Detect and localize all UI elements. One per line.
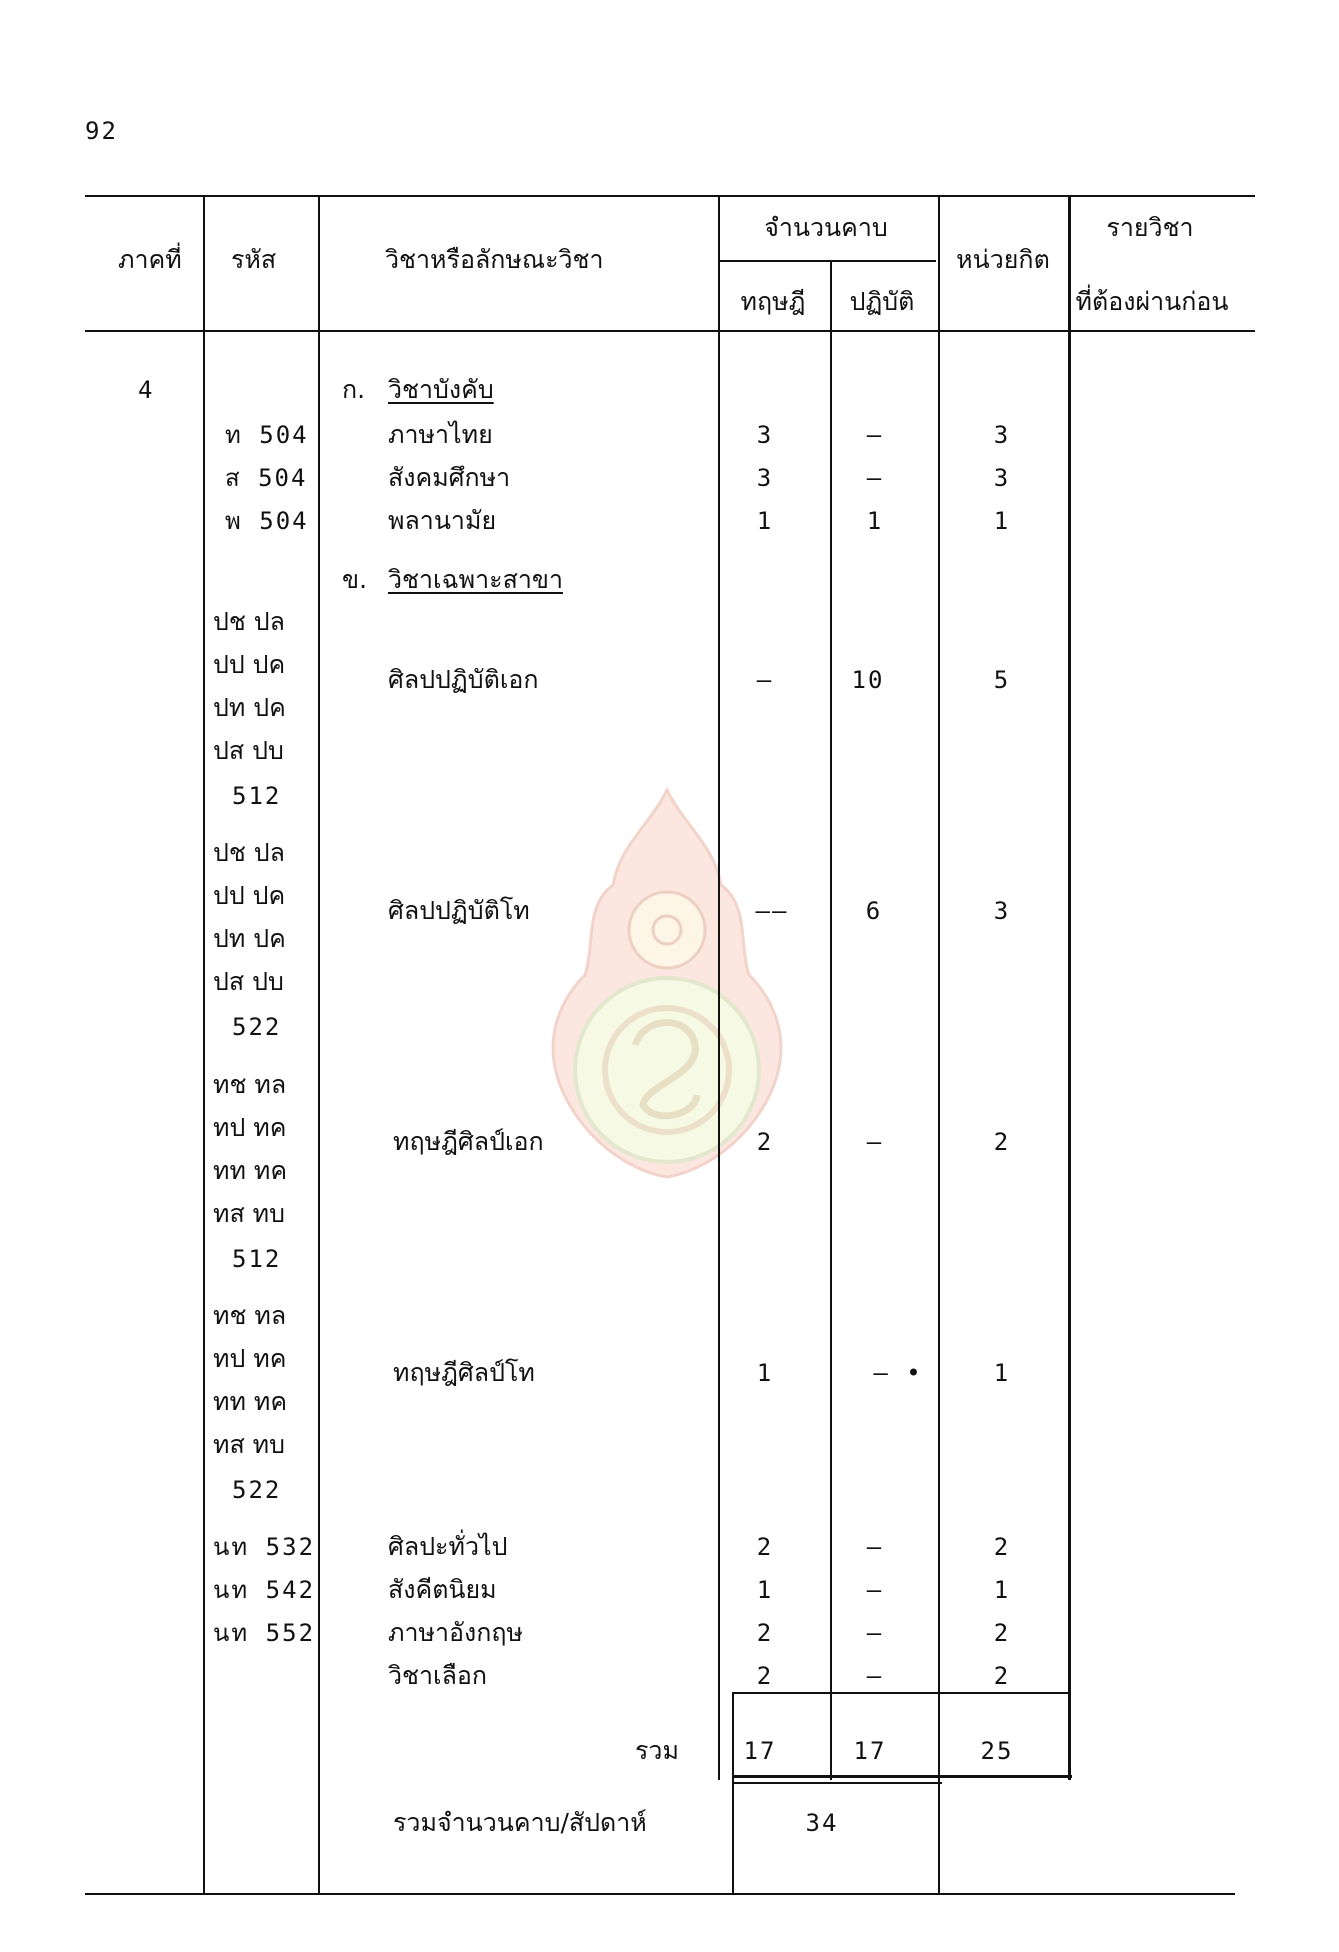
row-a1-practice: – bbox=[866, 421, 884, 449]
row-b3-subject: ภาษาอังกฤษ bbox=[388, 1618, 524, 1647]
row-a3-code: พ 504 bbox=[225, 507, 309, 535]
header-periods: จำนวนคาบ bbox=[764, 213, 888, 242]
section-a-title: วิชาบังคับ bbox=[388, 375, 494, 404]
weekly-total-value: 34 bbox=[805, 1809, 839, 1837]
row-a1-subject: ภาษาไทย bbox=[388, 420, 493, 449]
group4-code2: ทป ทค bbox=[213, 1344, 287, 1373]
col-rule-2 bbox=[318, 195, 320, 1895]
row-b1-code: นท 532 bbox=[213, 1533, 316, 1561]
row-b2-theory: 1 bbox=[756, 1576, 774, 1604]
group3-code2: ทป ทค bbox=[213, 1113, 287, 1142]
section-b-title: วิชาเฉพาะสาขา bbox=[388, 565, 563, 594]
weekly-top-rule bbox=[732, 1782, 942, 1784]
group2-code1: ปช ปล bbox=[213, 838, 285, 867]
total-label: รวม bbox=[635, 1736, 679, 1765]
group3-credits: 2 bbox=[993, 1128, 1011, 1156]
group2-credits: 3 bbox=[993, 897, 1011, 925]
row-a3-credits: 1 bbox=[993, 507, 1011, 535]
row-b4-subject: วิชาเลือก bbox=[388, 1661, 488, 1690]
group2-code4: ปส ปบ bbox=[213, 967, 284, 996]
section-a-prefix: ก. bbox=[342, 375, 366, 404]
group2-code2: ปป ปค bbox=[213, 881, 286, 910]
group3-practice: – bbox=[866, 1128, 884, 1156]
group4-practice: – • bbox=[873, 1359, 923, 1387]
header-code: รหัส bbox=[231, 245, 277, 274]
group4-number: 522 bbox=[232, 1476, 282, 1504]
row-a3-theory: 1 bbox=[756, 507, 774, 535]
group1-number: 512 bbox=[232, 782, 282, 810]
weekly-total-label: รวมจำนวนคาบ/สัปดาห์ bbox=[393, 1808, 647, 1837]
header-semester: ภาคที่ bbox=[118, 245, 182, 274]
row-b3-theory: 2 bbox=[756, 1619, 774, 1647]
row-b1-practice: – bbox=[866, 1533, 884, 1561]
section-b-prefix: ข. bbox=[342, 565, 368, 594]
header-credits: หน่วยกิต bbox=[956, 245, 1050, 274]
row-a1-code: ท 504 bbox=[225, 421, 309, 449]
row-a2-code: ส 504 bbox=[225, 464, 308, 492]
group2-number: 522 bbox=[232, 1013, 282, 1041]
header-theory: ทฤษฎี bbox=[740, 287, 806, 316]
group1-code3: ปท ปค bbox=[213, 693, 286, 722]
col-rule-5 bbox=[938, 195, 940, 1895]
header-bottom-rule bbox=[85, 330, 1255, 332]
group2-practice: 6 bbox=[865, 897, 883, 925]
row-b3-credits: 2 bbox=[993, 1619, 1011, 1647]
total-top-rule bbox=[732, 1692, 1070, 1694]
group2-code3: ปท ปค bbox=[213, 924, 286, 953]
row-b2-practice: – bbox=[866, 1576, 884, 1604]
group4-code1: ทช ทล bbox=[213, 1301, 287, 1330]
col-rule-3b bbox=[732, 1692, 734, 1895]
group4-theory: 1 bbox=[756, 1359, 774, 1387]
row-b2-subject: สังคีตนิยม bbox=[388, 1575, 497, 1604]
group1-practice: 10 bbox=[851, 666, 885, 694]
row-a1-theory: 3 bbox=[756, 421, 774, 449]
row-a3-practice: 1 bbox=[866, 507, 884, 535]
header-prereq-line1: รายวิชา bbox=[1106, 213, 1194, 242]
row-b4-theory: 2 bbox=[756, 1662, 774, 1690]
col-rule-6 bbox=[1068, 195, 1071, 1780]
col-rule-3 bbox=[718, 195, 720, 1780]
group1-code2: ปป ปค bbox=[213, 650, 286, 679]
group4-credits: 1 bbox=[993, 1359, 1011, 1387]
row-a2-subject: สังคมศึกษา bbox=[388, 463, 511, 492]
table-bottom-rule bbox=[85, 1893, 1235, 1895]
row-b2-code: นท 542 bbox=[213, 1576, 316, 1604]
group4-code4: ทส ทบ bbox=[213, 1430, 286, 1459]
group3-theory: 2 bbox=[756, 1128, 774, 1156]
group1-code4: ปส ปบ bbox=[213, 736, 284, 765]
row-a2-credits: 3 bbox=[993, 464, 1011, 492]
row-a1-credits: 3 bbox=[993, 421, 1011, 449]
row-b1-credits: 2 bbox=[993, 1533, 1011, 1561]
group4-subject: ทฤษฎีศิลป์โท bbox=[393, 1358, 535, 1387]
row-a2-theory: 3 bbox=[756, 464, 774, 492]
total-theory: 17 bbox=[743, 1737, 777, 1765]
page-number: 92 bbox=[85, 117, 118, 145]
group4-code3: ทท ทค bbox=[213, 1387, 288, 1416]
seal-watermark bbox=[525, 785, 810, 1180]
group3-subject: ทฤษฎีศิลป์เอก bbox=[393, 1127, 544, 1156]
row-a2-practice: – bbox=[866, 464, 884, 492]
table-top-rule bbox=[85, 195, 1255, 197]
group1-code1: ปช ปล bbox=[213, 607, 285, 636]
group1-theory: – bbox=[756, 666, 774, 694]
row-b4-practice: – bbox=[866, 1662, 884, 1690]
periods-divider-rule bbox=[718, 260, 936, 262]
group3-code1: ทช ทล bbox=[213, 1070, 287, 1099]
total-credits: 25 bbox=[980, 1737, 1014, 1765]
group1-subject: ศิลปปฏิบัติเอก bbox=[388, 665, 539, 694]
col-rule-4 bbox=[830, 260, 832, 1780]
row-b3-code: นท 552 bbox=[213, 1619, 316, 1647]
total-practice: 17 bbox=[853, 1737, 887, 1765]
header-prereq-line2: ที่ต้องผ่านก่อน bbox=[1075, 287, 1229, 316]
group3-code3: ทท ทค bbox=[213, 1156, 288, 1185]
row-b2-credits: 1 bbox=[993, 1576, 1011, 1604]
row-a3-subject: พลานามัย bbox=[388, 506, 497, 535]
row-b4-credits: 2 bbox=[993, 1662, 1011, 1690]
col-rule-1 bbox=[203, 195, 205, 1895]
row-b1-subject: ศิลปะทั่วไป bbox=[388, 1532, 508, 1561]
header-subject: วิชาหรือลักษณะวิชา bbox=[385, 245, 604, 274]
group3-code4: ทส ทบ bbox=[213, 1199, 286, 1228]
group3-number: 512 bbox=[232, 1245, 282, 1273]
header-practice: ปฏิบัติ bbox=[849, 287, 915, 316]
group2-theory: –– bbox=[755, 897, 789, 925]
row-b3-practice: – bbox=[866, 1619, 884, 1647]
semester-value: 4 bbox=[138, 376, 155, 404]
group2-subject: ศิลปปฏิบัติโท bbox=[388, 896, 530, 925]
row-b1-theory: 2 bbox=[756, 1533, 774, 1561]
total-bottom-rule bbox=[732, 1775, 1072, 1778]
group1-credits: 5 bbox=[993, 666, 1011, 694]
